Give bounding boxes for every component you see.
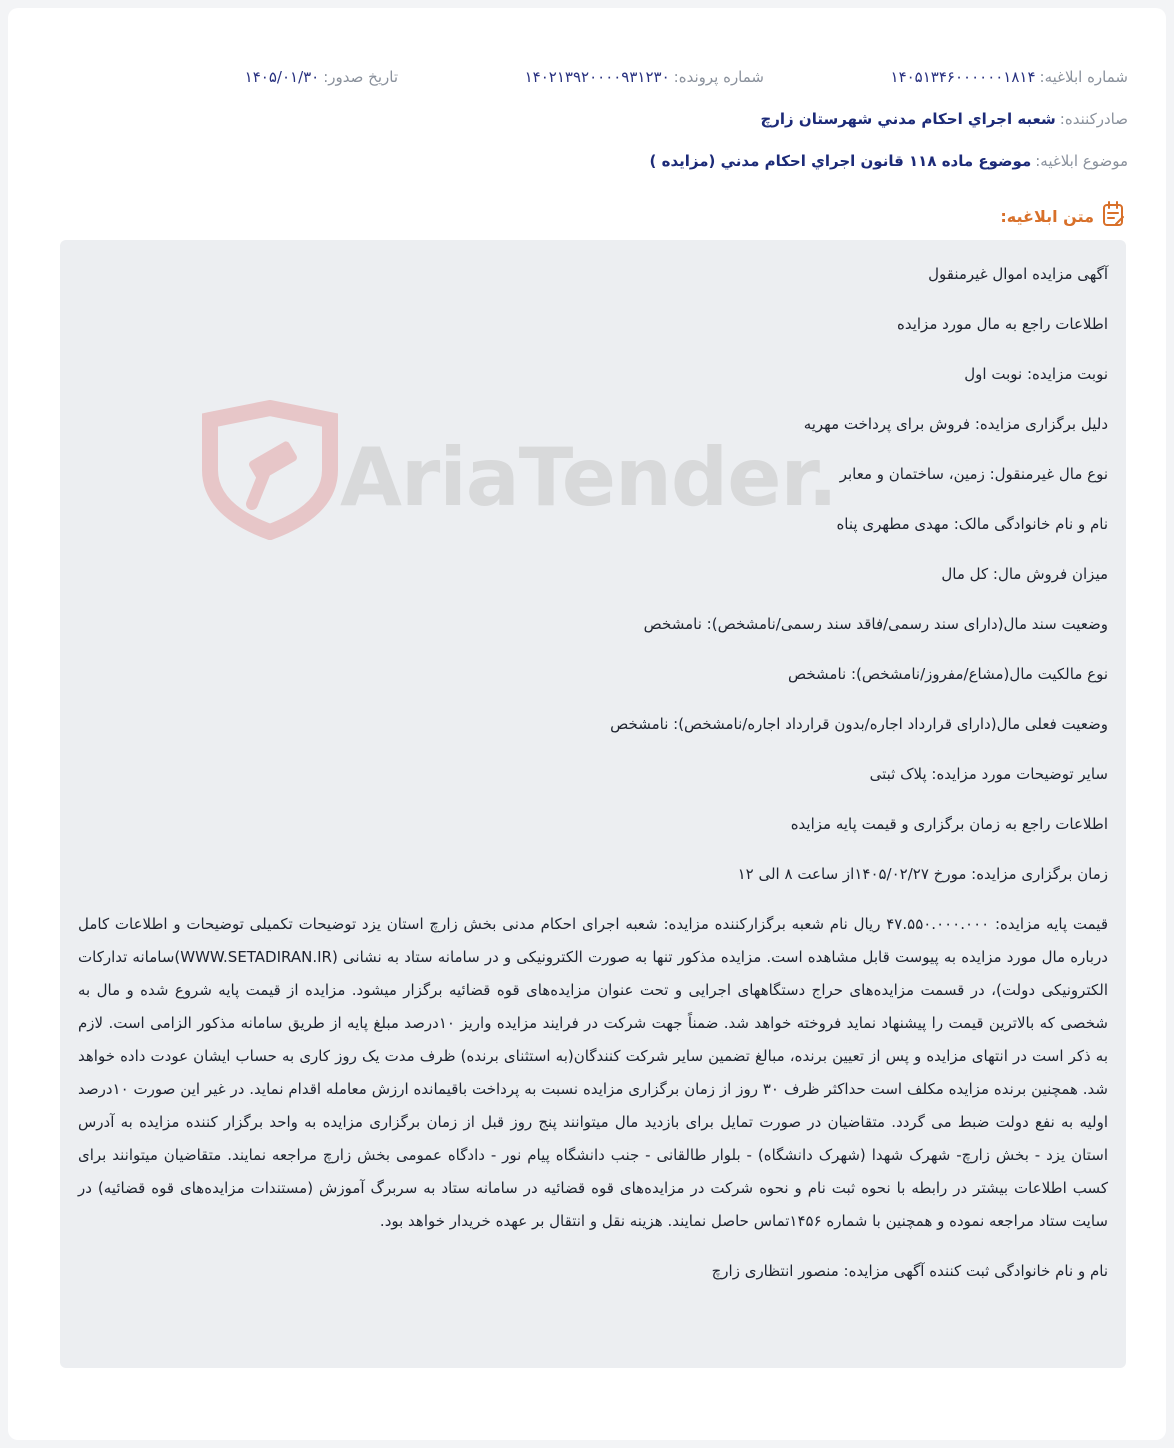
notice-number-value: ۱۴۰۵۱۳۴۶۰۰۰۰۰۰۱۸۱۴ xyxy=(890,68,1036,86)
paragraph-property-info-heading: اطلاعات راجع به مال مورد مزایده xyxy=(896,315,1108,333)
subject-label: موضوع ابلاغیه: xyxy=(1035,152,1128,170)
paragraph-sale-amount: میزان فروش مال: کل مال xyxy=(941,565,1108,583)
issue-date-label: تاریخ صدور: xyxy=(323,68,398,86)
watermark-text: AriaTender. xyxy=(340,431,837,524)
notice-number-label: شماره ابلاغیه: xyxy=(1039,68,1128,86)
subject xyxy=(650,152,1128,170)
issue-date xyxy=(245,68,398,86)
meta-row-issuer xyxy=(8,104,1166,134)
paragraph-ownership-type: نوع مالکیت مال(مشاع/مفروز/نامشخص): نامشخص xyxy=(787,665,1108,683)
meta-row-subject xyxy=(8,146,1166,176)
issuer-value: شعبه اجراي احكام مدني شهرستان زارچ xyxy=(760,110,1056,128)
paragraph-auction-reason: دلیل برگزاری مزایده: فروش برای پرداخت مهریه xyxy=(803,415,1108,433)
paragraph-property-type: نوع مال غیرمنقول: زمین، ساختمان و معابر xyxy=(839,465,1108,483)
section-title xyxy=(1000,201,1126,231)
issue-date-value: ۱۴۰۵/۰۱/۳۰ xyxy=(244,68,320,86)
paragraph-auction-time: زمان برگزاری مزایده: مورخ ۱۴۰۵/۰۲/۲۷از ساعت ۸ الی ۱۲ xyxy=(737,865,1108,883)
section-title-text: متن ابلاغیه: xyxy=(1000,206,1094,226)
notice-body xyxy=(60,240,1126,1368)
paragraph-deed-status: وضعیت سند مال(دارای سند رسمی/فاقد سند رسمی/نامشخص): نامشخص xyxy=(643,615,1108,633)
paragraph-other-details: سایر توضیحات مورد مزایده: پلاک ثبتی xyxy=(869,765,1108,783)
meta-row-numbers xyxy=(8,62,1166,92)
document-icon xyxy=(1102,201,1126,231)
subject-value: موضوع ماده ۱۱۸ قانون اجراي احكام مدني (مزايده ) xyxy=(649,152,1032,170)
file-number xyxy=(525,68,764,86)
paragraph-auction-round: نوبت مزایده: نوبت اول xyxy=(964,365,1108,383)
paragraph-time-price-heading: اطلاعات راجع به زمان برگزاری و قیمت پایه مزایده xyxy=(790,815,1108,833)
issuer xyxy=(760,110,1128,128)
paragraph-base-price-details: قیمت پایه مزایده: ۴۷.۵۵۰.۰۰۰.۰۰۰ ریال نام شعبه برگزارکننده مزایده: شعبه اجرای احکام مدنی بخش زارچ استان یزد توضیحات تکمیلی توضیحات و اطلاعات کامل درباره مال مورد مزایده به پیوست قابل مشاهده است. مزایده مذکور تنها به صورت الکترونیکی و در سامانه ستاد به نشانی (WWW.SETADIRAN.IR)سامانه تدارکات الکترونیکی دولت)، در قسمت مزایده‌های حراج دستگاههای اجرایی و تحت عنوان مزایده‌های قوه قضائیه برگزار میشود. مزایده از قیمت پایه شروع شده و مال به شخصی که بالاترین قیمت را پیشنهاد نماید فروخته خواهد شد. ضمناً جهت شرکت در فرایند مزایده واریز ۱۰درصد مبلغ پایه از طریق سامانه مذکور الزامی است. لازم به ذکر است در انتهای مزایده و پس از تعیین برنده، مبالغ تضمین سایر شرکت کنندگان(به استثنای برنده) ظرف مدت یک روز کاری به حساب ایشان عودت داده خواهد شد. همچنین برنده مزایده مکلف است حداکثر ظرف ۳۰ روز از زمان برگزاری مزایده نسبت به پرداخت باقیمانده ارزش معامله اقدام نماید. در غیر این صورت ۱۰درصد اولیه به نفع دولت ضبط می گردد. متقاضیان در صورت تمایل برای بازدید مال میتوانند پنج روز قبل از زمان برگزاری مزایده به واحد برگزار کننده مزایده به آدرس استان یزد - بخش زارچ- شهرک شهدا (شهرک دانشگاه) - بلوار طالقانی - جنب دانشگاه پیام نور - دادگاه عمومی بخش زارچ مراجعه نمایند. متقاضیان میتوانند برای کسب اطلاعات بیشتر در رابطه با نحوه ثبت نام و نحوه شرکت در مزایده‌های قوه قضائیه در سامانه ستاد به سربرگ آموزش (مستندات مزایده‌های قوه قضائیه) در سایت ستاد مراجعه نموده و همچنین با شماره ۱۴۵۶تماس حاصل نمایند. هزینه نقل و انتقال بر عهده خریدار خواهد بود. xyxy=(78,915,1108,1230)
paragraph-registrant-name: نام و نام خانوادگی ثبت کننده آگهی مزایده: منصور انتظاری زارچ xyxy=(711,1262,1108,1280)
notice-number xyxy=(891,68,1128,86)
file-number-value: ۱۴۰۲۱۳۹۲۰۰۰۰۹۳۱۲۳۰ xyxy=(524,68,670,86)
paragraph-current-status: وضعیت فعلی مال(دارای قرارداد اجاره/بدون قرارداد اجاره/نامشخص): نامشخص xyxy=(610,715,1108,733)
paragraph-owner-name: نام و نام خانوادگی مالک: مهدی مطهری پناه xyxy=(836,515,1108,533)
issuer-label: صادرکننده: xyxy=(1059,110,1128,128)
file-number-label: شماره پرونده: xyxy=(673,68,764,86)
paragraph-title: آگهی مزایده اموال غیرمنقول xyxy=(928,265,1108,283)
notice-card xyxy=(8,8,1166,1440)
